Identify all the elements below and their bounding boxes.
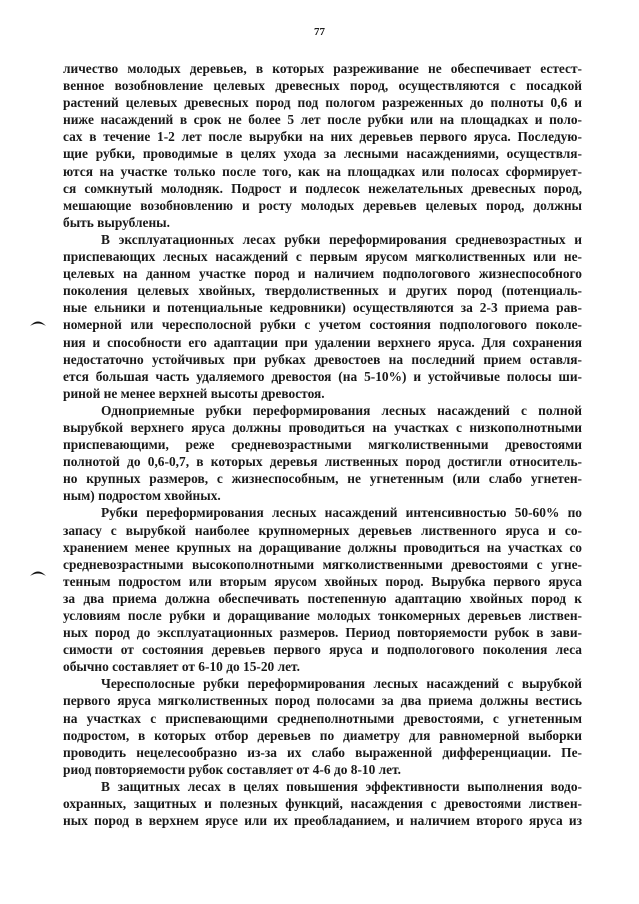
text-line: полнотой до 0,6-0,7, в которых деревья лиственных пород достигли относитель- <box>63 454 582 470</box>
text-line: недостаточно устойчивых при рубках древостоев на последний прием оставля- <box>63 351 582 367</box>
paragraph-5 <box>63 675 582 778</box>
text-line: сах в течение 1-2 лет после вырубки на них деревьев первого яруса. Последую- <box>63 129 582 145</box>
margin-mark-icon <box>29 318 47 327</box>
text-line: ся сомкнутый молодняк. Подрост и подлесок нежелательных древесных пород, <box>63 180 582 196</box>
text-line: ных пород в верхнем ярусе или их преобладанием, и наличием второго яруса из <box>63 813 582 829</box>
text-line: щие рубки, проводимые в целях ухода за лесными насаждениями, осуществля- <box>63 146 582 162</box>
text-line: хранением менее крупных на доращивание должны проводиться на участках со <box>63 539 582 555</box>
text-line: ется большая часть удаляемого древостоя (на 5-10%) и устойчивые полосы ши- <box>63 368 582 384</box>
text-line: быть вырублены. <box>63 214 170 230</box>
paragraph-1 <box>63 60 582 231</box>
text-line: запасу с вырубкой наиболее крупномерных деревьев лиственного яруса и со- <box>63 522 582 538</box>
text-line: охранных, защитных и полезных функций, насаждения с древостоями листвен- <box>63 796 582 812</box>
paragraph-3 <box>63 402 582 505</box>
text-line: приспевающих лесных насаждений с первым ярусом мягколиственных или не- <box>63 249 582 265</box>
text-line: тенным подростом или вторым ярусом хвойных пород. Вырубка первого яруса <box>63 573 582 589</box>
text-line: Рубки переформирования лесных насаждений интенсивностью 50-60% по <box>101 505 582 521</box>
text-line: мешающие возобновлению и росту молодых деревьев целевых пород, должны <box>63 197 582 213</box>
text-line: растений целевых древесных пород под пологом разреженных до полноты 0,6 и <box>63 95 582 111</box>
text-line: за два приема должна обеспечивать постепенную адаптацию хвойных пород к <box>63 590 582 606</box>
text-line: риной не менее верхней высоты древостоя. <box>63 385 325 401</box>
text-line: ются на участке только после того, как на площадках или полосах сформирует- <box>63 163 582 179</box>
text-line: на участках с приспевающими среднеполнотными древостоями, с угнетенным <box>63 710 582 726</box>
text-line: ные ельники и потенциальные кедровники) осуществляются за 2-3 приема рав- <box>63 300 582 316</box>
text-line: но крупных размеров, с жизнеспособным, не угнетенным (или слабо угнетен- <box>63 471 582 487</box>
text-line: проводить нецелесообразно из-за их слабо выраженной дифференциации. Пе- <box>63 744 582 760</box>
paragraph-6 <box>63 778 582 829</box>
text-line: ных пород до эксплуатационных размеров. Период повторяемости рубок в зави- <box>63 625 582 641</box>
text-line: ния и способности его адаптации при удалении верхнего яруса. Для сохранения <box>63 334 582 350</box>
text-line: приспевающими, реже средневозрастными мягколиственными древостоями <box>63 437 582 453</box>
text-line: ниже насаждений в срок не более 5 лет после рубки или на площадках и поло- <box>63 112 582 128</box>
text-line: венное возобновление целевых древесных пород, осуществляются с посадкой <box>63 78 582 94</box>
text-line: условиям после рубки и доращивание молодых тонкомерных деревьев листвен- <box>63 608 582 623</box>
paragraph-2 <box>63 231 582 402</box>
text-line: риод повторяемости рубок составляет от 4-6 до 8-10 лет. <box>63 761 402 777</box>
text-line: первого яруса мягколиственных пород полосами за два приема должны вестись <box>63 693 582 709</box>
text-line: обычно составляет от 6-10 до 15-20 лет. <box>63 659 300 675</box>
text-line: Чересполосные рубки переформирования лесных насаждений с вырубкой <box>101 676 582 692</box>
margin-mark-icon <box>29 568 47 577</box>
text-line: целевых на данном участке пород и наличием подпологового жизнеспособного <box>63 266 582 282</box>
text-line: В защитных лесах в целях повышения эффективности выполнения водо- <box>101 778 582 794</box>
text-line: личество молодых деревьев, в которых разреживание не обеспечивает естест- <box>63 61 582 76</box>
document-body <box>63 60 582 829</box>
text-line: средневозрастными высокополнотными мягколиственными древостоями с угне- <box>63 556 582 572</box>
text-line: В эксплуатационных лесах рубки переформирования средневозрастных и <box>101 231 582 247</box>
text-line: поколения целевых хвойных, твердолиственных и других пород (потенциаль- <box>63 283 582 299</box>
text-line: Одноприемные рубки переформирования лесных насаждений с полной <box>101 402 582 418</box>
text-line: номерной или чересполосной рубки с учетом состояния подпологового поколе- <box>63 317 582 333</box>
text-line: вырубкой верхнего яруса должны проводиться на участках с низкополнотными <box>63 419 582 435</box>
text-line: подростом, в которых отбор деревьев по диаметру для равномерной выборки <box>63 727 582 743</box>
page-number: 77 <box>314 26 325 38</box>
paragraph-4 <box>63 504 582 675</box>
text-line: ным) подростом хвойных. <box>63 488 221 504</box>
text-line: симости от состояния деревьев первого яруса и подпологового поколения леса <box>63 642 582 658</box>
